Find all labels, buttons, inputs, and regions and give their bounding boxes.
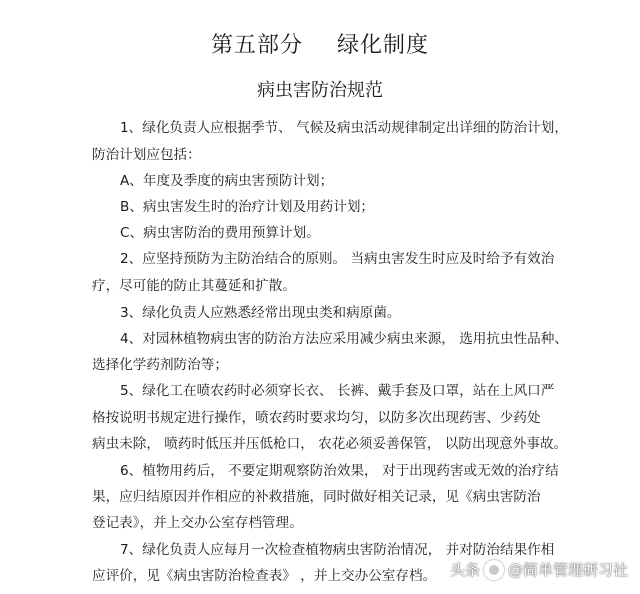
paragraph-line: 7、绿化负责人应每月一次检查植物病虫害防治情况， 并对防治结果作相: [120, 542, 555, 558]
page-title: [0, 28, 640, 59]
watermark-at: @: [507, 560, 523, 579]
watermark: [450, 559, 628, 580]
paragraph-line: 果，应归结原因并作相应的补救措施，同时做好相关记录，见《病虫害防治: [92, 489, 541, 505]
paragraph-line: 应评价，见《病虫害防治检查表》 ，并上交办公室存档。: [92, 568, 437, 584]
watermark-prefix: 头条: [449, 561, 480, 579]
paragraph-line: 6、植物用药后， 不要定期观察防治效果， 对于出现药害或无效的治疗结: [120, 463, 559, 479]
paragraph-line: 2、应坚持预防为主防治结合的原则。 当病虫害发生时应及时给予有效治: [120, 251, 555, 267]
title-part-2: 绿化制度: [337, 33, 430, 58]
paragraph-line: C、病虫害防治的费用预算计划。: [120, 225, 320, 241]
paragraph-line: 选择化学药剂防治等；: [92, 357, 228, 373]
paragraph-line: 1、绿化负责人应根据季节、 气候及病虫活动规律制定出详细的防治计划，: [120, 120, 568, 136]
paragraph-line: 3、绿化负责人应熟悉经常出现虫类和病原菌。: [120, 305, 401, 321]
paragraph-line: 5、绿化工在喷农药时必须穿长衣、 长裤、戴手套及口罩，站在上风口严: [120, 383, 555, 399]
paragraph-line: 防治计划应包括：: [92, 147, 201, 163]
paragraph-line: 4、对园林植物病虫害的防治方法应采用减少病虫来源， 选用抗虫性品种、: [120, 331, 568, 347]
paragraph-line: 格按说明书规定进行操作，喷农药时要求均匀，以防多次出现药害、少药处: [92, 410, 541, 426]
watermark-account: 简单管理研习社: [522, 561, 628, 579]
paragraph-line: 疗，尽可能的防止其蔓延和扩散。: [92, 278, 296, 294]
paragraph-line: A、年度及季度的病虫害预防计划；: [120, 173, 334, 189]
paragraph-line: 病虫未除， 喷药时低压并压低枪口， 农花必须妥善保管， 以防出现意外事故。: [92, 436, 568, 452]
paragraph-line: B、病虫害发生时的治疗计划及用药计划；: [120, 199, 375, 215]
title-part-1: 第五部分: [210, 33, 303, 58]
page-subtitle: 病虫害防治规范: [257, 80, 383, 101]
avatar-icon: [484, 560, 504, 580]
paragraph-line: 登记表》，并上交办公室存档管理。: [92, 515, 303, 531]
